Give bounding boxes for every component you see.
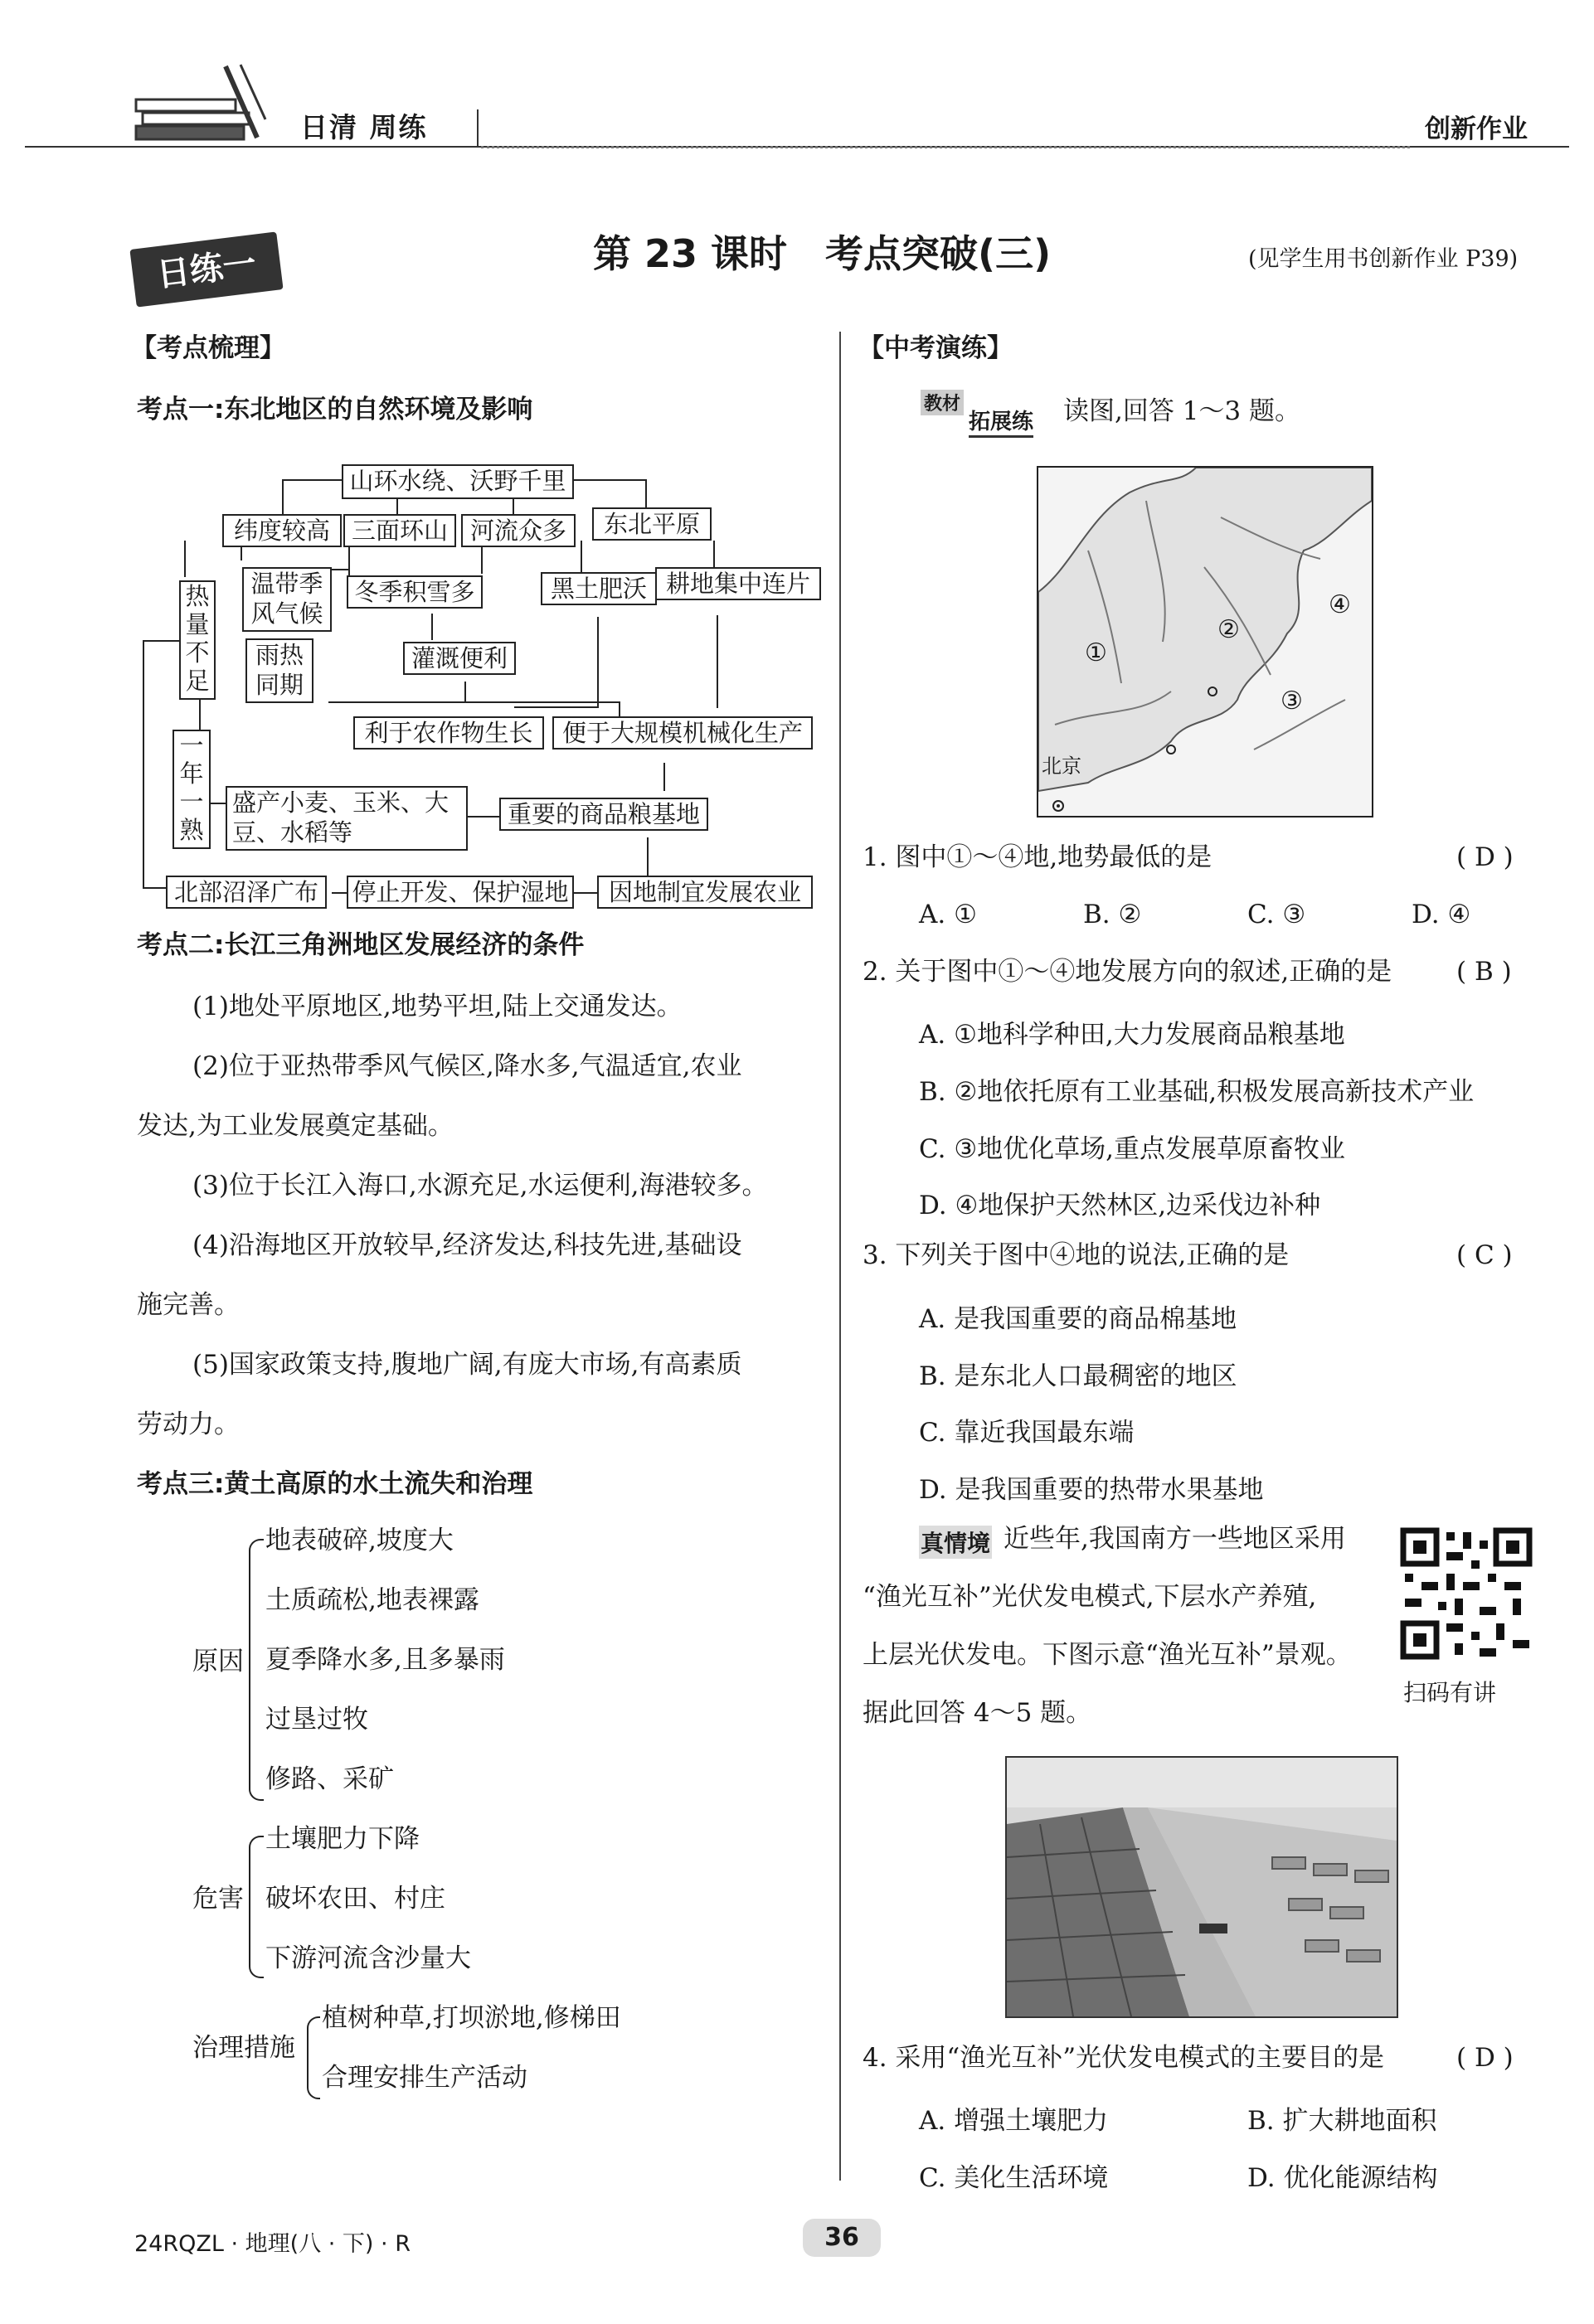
box-northeast-plain: 东北平原 <box>592 507 712 541</box>
q2-opt-c: C. ③地优化草场,重点发展草原畜牧业 <box>919 1134 1345 1164</box>
context-line-4: 据此回答 4～5 题。 <box>863 1698 1092 1728</box>
kp2-item-4-cont: 施完善。 <box>137 1290 240 1320</box>
kp2-item-5-cont: 劳动力。 <box>137 1409 240 1439</box>
map-intro: 读图,回答 1～3 题。 <box>1063 396 1301 426</box>
map-marker-4: ④ <box>1329 590 1351 619</box>
harm-3: 下游河流含沙量大 <box>265 1943 471 1973</box>
box-local-agriculture: 因地制宜发展农业 <box>597 876 813 909</box>
cause-4: 过垦过牧 <box>265 1705 368 1735</box>
box-monsoon-climate: 温带季风气候 <box>242 567 332 632</box>
northeast-map <box>1037 466 1373 818</box>
harm-1: 土壤肥力下降 <box>265 1824 420 1854</box>
section-heading-exam: 【中考演练】 <box>858 333 1013 363</box>
header-right-title: 创新作业 <box>1425 114 1528 144</box>
cause-label: 原因 <box>192 1647 244 1676</box>
q1-opt-d: D. ④ <box>1412 900 1471 929</box>
extension-tag: 拓展练 <box>969 405 1033 438</box>
box-insufficient-heat: 热量不足 <box>179 580 216 700</box>
cause-1: 地表破碎,坡度大 <box>265 1526 454 1555</box>
q4-opt-c: C. 美化生活环境 <box>919 2163 1109 2193</box>
kp2-item-3: (3)位于长江入海口,水源充足,水运便利,海港较多。 <box>192 1171 768 1201</box>
lesson-reference: (见学生用书创新作业 P39) <box>1248 246 1519 272</box>
q3-opt-b: B. 是东北人口最稠密的地区 <box>919 1361 1237 1391</box>
q4-answer: ( D ) <box>1456 2043 1514 2073</box>
header-dotted-rule <box>481 146 1410 148</box>
kp2-item-4: (4)沿海地区开放较早,经济发达,科技先进,基础设 <box>192 1230 742 1260</box>
box-irrigation: 灌溉便利 <box>403 642 516 675</box>
box-mountains-rivers: 山环水绕、沃野千里 <box>342 464 574 499</box>
harm-label: 危害 <box>192 1884 244 1914</box>
box-concentrated-farmland: 耕地集中连片 <box>655 567 821 600</box>
measure-label: 治理措施 <box>192 2033 295 2063</box>
q1-opt-a: A. ① <box>919 900 977 929</box>
context-line-1: 近些年,我国南方一些地区采用 <box>1004 1524 1346 1554</box>
q3-opt-c: C. 靠近我国最东端 <box>919 1418 1135 1448</box>
kp2-title: 考点二:长江三角洲地区发展经济的条件 <box>137 930 585 960</box>
kp2-item-2-cont: 发达,为工业发展奠定基础。 <box>137 1111 454 1141</box>
q1-opt-c: C. ③ <box>1247 900 1306 929</box>
q2-opt-b: B. ②地依托原有工业基础,积极发展高新技术产业 <box>919 1077 1475 1107</box>
measure-2: 合理安排生产活动 <box>322 2063 527 2093</box>
q2-opt-d: D. ④地保护天然林区,边采伐边补种 <box>919 1191 1321 1220</box>
cause-brace <box>249 1539 264 1801</box>
harm-2: 破坏农田、村庄 <box>265 1884 445 1914</box>
kp2-item-1: (1)地处平原地区,地势平坦,陆上交通发达。 <box>192 992 683 1021</box>
context-line-3: 上层光伏发电。下图示意“渔光互补”景观。 <box>863 1640 1352 1670</box>
map-marker-1: ① <box>1085 638 1107 667</box>
q4-opt-d: D. 优化能源结构 <box>1247 2163 1438 2193</box>
qr-code[interactable] <box>1400 1527 1533 1660</box>
q4-opt-b: B. 扩大耕地面积 <box>1247 2106 1437 2136</box>
cause-2: 土质疏松,地表裸露 <box>265 1585 479 1615</box>
cause-5: 修路、采矿 <box>265 1764 394 1794</box>
kp2-item-2: (2)位于亚热带季风气候区,降水多,气温适宜,农业 <box>192 1051 742 1081</box>
harm-brace <box>249 1836 264 1978</box>
daily-practice-badge: 日练一 <box>129 231 283 307</box>
q3-opt-d: D. 是我国重要的热带水果基地 <box>919 1475 1264 1505</box>
box-high-latitude: 纬度较高 <box>222 514 342 547</box>
page-number: 36 <box>803 2219 881 2257</box>
q3-opt-a: A. 是我国重要的商品棉基地 <box>919 1304 1237 1334</box>
box-mechanized: 便于大规模机械化生产 <box>552 716 813 750</box>
box-crop-growth: 利于农作物生长 <box>353 716 544 750</box>
q3-stem: 3. 下列关于图中④地的说法,正确的是 <box>863 1240 1290 1270</box>
box-three-sided-mountains: 三面环山 <box>343 514 456 547</box>
q2-stem: 2. 关于图中①～④地发展方向的叙述,正确的是 <box>863 957 1392 987</box>
context-line-2: “渔光互补”光伏发电模式,下层水产养殖, <box>863 1582 1317 1612</box>
footer-book-code: 24RQZL · 地理(八 · 下) · R <box>134 2231 411 2257</box>
header-separator <box>477 109 479 146</box>
box-winter-snow: 冬季积雪多 <box>347 575 483 609</box>
q1-opt-b: B. ② <box>1083 900 1142 929</box>
q3-answer: ( C ) <box>1456 1240 1513 1270</box>
map-marker-2: ② <box>1217 615 1240 644</box>
measure-1: 植树种草,打坝淤地,修梯田 <box>322 2003 621 2033</box>
q1-stem: 1. 图中①～④地,地势最低的是 <box>863 842 1213 872</box>
box-grain-base: 重要的商品粮基地 <box>499 798 708 831</box>
q2-opt-a: A. ①地科学种田,大力发展商品粮基地 <box>919 1020 1345 1050</box>
q2-answer: ( B ) <box>1456 957 1512 987</box>
column-divider <box>839 332 841 2181</box>
box-many-rivers: 河流众多 <box>461 514 576 547</box>
qr-caption: 扫码有讲 <box>1403 1679 1497 1706</box>
box-protect-wetlands: 停止开发、保护湿地 <box>347 876 574 909</box>
section-heading-review: 【考点梳理】 <box>131 333 285 363</box>
cause-3: 夏季降水多,且多暴雨 <box>265 1645 505 1675</box>
header-book-title: 日清 周练 <box>300 111 428 143</box>
q4-opt-a: A. 增强土壤肥力 <box>919 2106 1109 2136</box>
header-book-icon <box>133 61 274 144</box>
real-context-tag: 真情境 <box>919 1526 992 1559</box>
kp3-title: 考点三:黄土高原的水土流失和治理 <box>137 1469 533 1499</box>
map-marker-3: ③ <box>1281 687 1303 716</box>
q1-answer: ( D ) <box>1456 842 1514 872</box>
box-one-harvest: 一年一熟 <box>173 730 211 849</box>
map-label-beijing: 北京 <box>1042 754 1081 778</box>
lesson-title: 第 23 课时 考点突破(三) <box>593 231 1052 276</box>
fishery-solar-photo <box>1005 1756 1398 2018</box>
measure-brace <box>307 2016 320 2099</box>
box-rain-heat: 雨热同期 <box>245 638 313 703</box>
q4-stem: 4. 采用“渔光互补”光伏发电模式的主要目的是 <box>863 2043 1385 2073</box>
textbook-tag: 教材 <box>921 390 964 415</box>
kp2-item-5: (5)国家政策支持,腹地广阔,有庞大市场,有高素质 <box>192 1350 742 1380</box>
box-crops: 盛产小麦、玉米、大豆、水稻等 <box>226 786 468 851</box>
box-fertile-soil: 黑土肥沃 <box>541 572 657 605</box>
kp1-title: 考点一:东北地区的自然环境及影响 <box>137 395 533 425</box>
box-northern-wetlands: 北部沼泽广布 <box>166 876 327 909</box>
